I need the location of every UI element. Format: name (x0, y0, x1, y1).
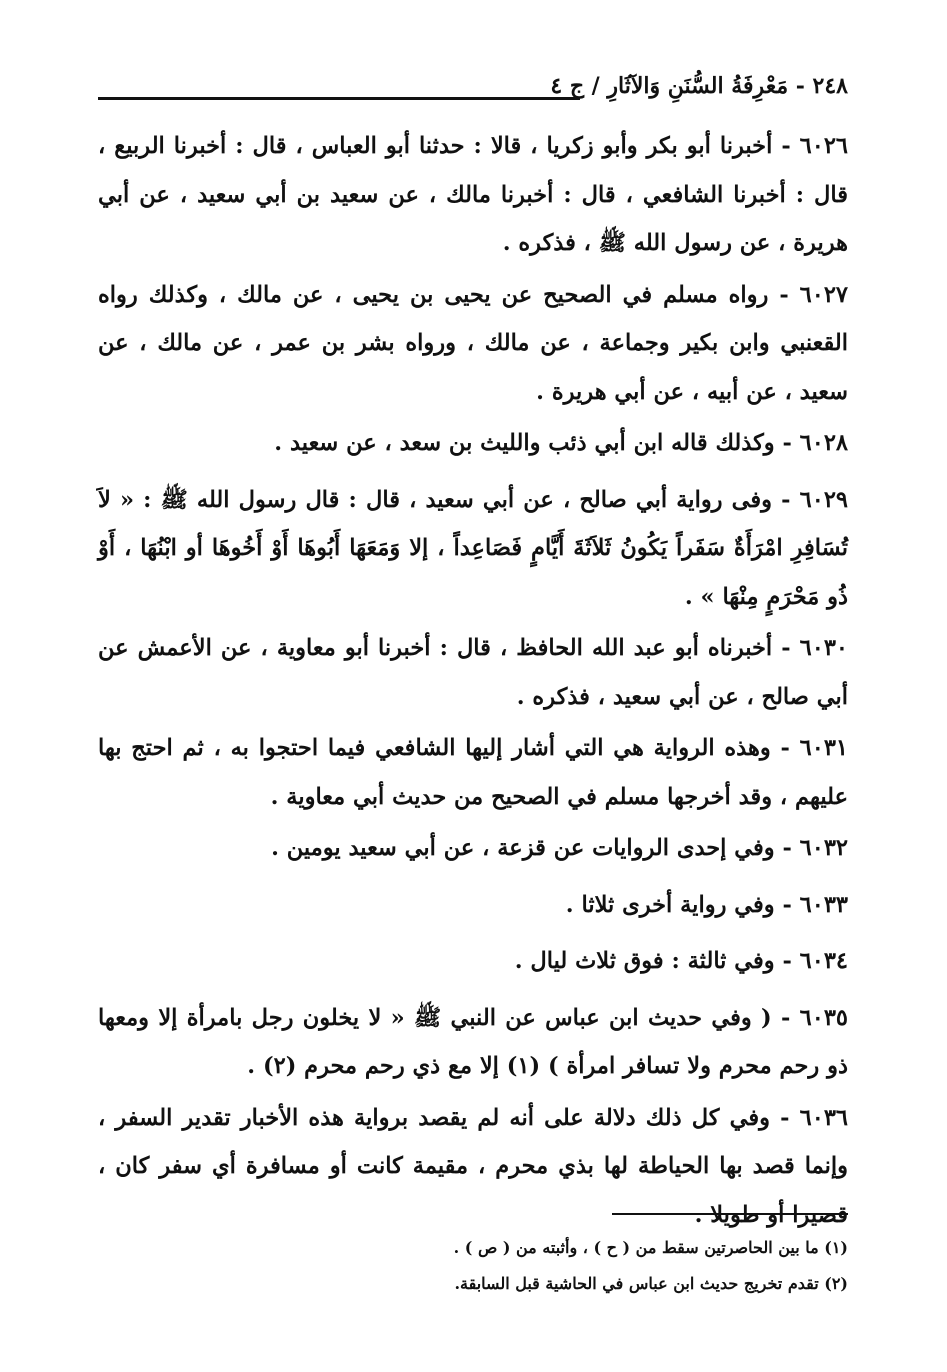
paragraph-6028: ٦٠٢٨ - وكذلك قاله ابن أبي ذئب والليث بن سعد ، عن سعيد . (274, 430, 848, 456)
paragraph-6029: ٦٠٢٩ - وفى رواية أبي صالح ، عن أبي سعيد ، قال : قال رسول الله ﷺ : « لاَ تُسَافِرِ امْرَأَةٌ سَفَراً يَكُونُ ثَلاَثَةَ أَيَّامٍ فَصَاعِداً ، إلا وَمَعَهَا أَبُوهَا أَوْ أَخُوهَا أو ابْنُهَا ، أَوْ ذُو مَحْرَمٍ مِنْهَا » . (98, 486, 848, 610)
paragraph-6034: ٦٠٣٤ - وفي ثالثة : فوق ثلاث ليال . (514, 948, 848, 974)
paragraph-6030: ٦٠٣٠ - أخبرناه أبو عبد الله الحافظ ، قال : أخبرنا أبو معاوية ، عن الأعمش عن أبي صالح ، عن أبي سعيد ، فذكره . (98, 635, 848, 710)
header-divider (98, 97, 580, 100)
footnotes (98, 1230, 848, 1302)
paragraph-6035: ٦٠٣٥ - ( وفي حديث ابن عباس عن النبي ﷺ « لا يخلون رجل بامرأة إلا ومعها ذو رحم محرم ولا تسافر امرأة ) (١) إلا مع ذي رحم محرم (٢) . (98, 1004, 848, 1079)
paragraph-6026: ٦٠٢٦ - أخبرنا أبو بكر وأبو زكريا ، قالا : حدثنا أبو العباس ، قال : أخبرنا الربيع ، قال : أخبرنا الشافعي ، قال : أخبرنا مالك ، عن سعيد بن أبي سعيد ، عن أبي هريرة ، عن رسول الله ﷺ ، فذكره . (98, 133, 848, 256)
paragraph-6027: ٦٠٢٧ - رواه مسلم في الصحيح عن يحيى بن يحيى ، عن مالك ، وكذلك رواه القعنبي وابن بكير وجماعة ، عن مالك ، ورواه بشر بن عمر ، عن مالك ، عن سعيد ، عن أبيه ، عن أبي هريرة . (98, 281, 848, 405)
paragraph-6031: ٦٠٣١ - وهذه الرواية هي التي أشار إليها الشافعي فيما احتجوا به ، ثم احتج بها عليهم ، وقد أخرجها مسلم في الصحيح من حديث أبي معاوية . (98, 735, 848, 810)
footnote-divider (612, 1213, 848, 1215)
paragraph-6032: ٦٠٣٢ - وفي إحدى الروايات عن قزعة ، عن أبي سعيد يومين . (271, 835, 848, 861)
paragraph-6033: ٦٠٣٣ - وفي رواية أخرى ثلاثا . (565, 891, 848, 918)
footnote-1: (١) ما بين الحاصرتين سقط من ( ح ) ، وأثبته من ( ص ) . (453, 1238, 848, 1257)
running-header: ٢٤٨ - مَعْرِفَةُ السُّنَنِ وَالآثَارِ / ج ٤ (550, 73, 848, 99)
paragraph-6036: ٦٠٣٦ - وفي كل ذلك دلالة على أنه لم يقصد برواية هذه الأخبار تقدير السفر ، وإنما قصد بها الحياطة لها بذي محرم ، مقيمة كانت أو مسافرة أي سفر كان ، قصيرا أو طويلا . (98, 1104, 848, 1228)
footnote-2: (٢) تقدم تخريج حديث ابن عباس في الحاشية قبل السابقة. (454, 1274, 848, 1293)
main-text (98, 122, 848, 1242)
